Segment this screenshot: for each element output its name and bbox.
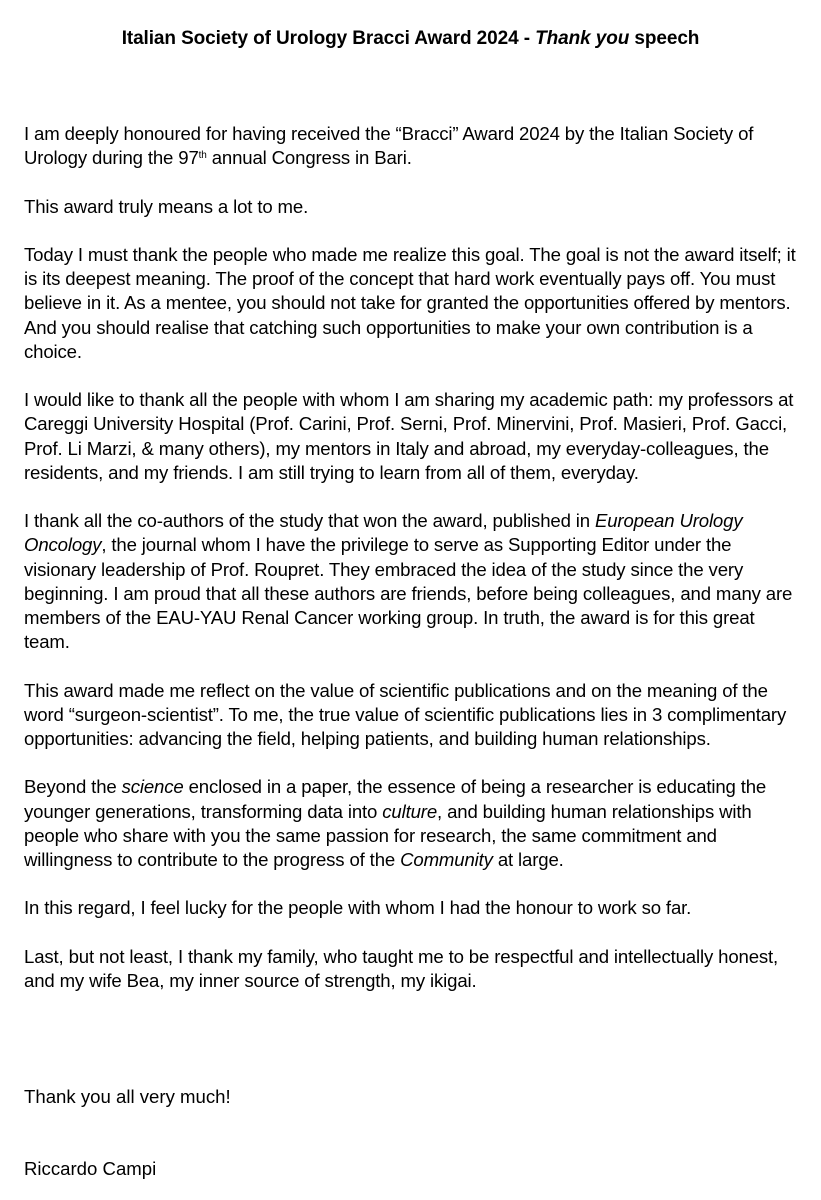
paragraph-9: Last, but not least, I thank my family, who taught me to be respectful and intellectually honest, and my wife Bea, my inner source of strength, my ikigai. — [24, 945, 779, 991]
ordinal-superscript: th — [198, 150, 207, 162]
paragraph-2: This award truly means a lot to me. — [24, 195, 309, 217]
paragraph-4: I would like to thank all the people with whom I am sharing my academic path: my professors at Careggi University Hospital (Prof. Carini, Prof. Serni, Prof. Minervini, Prof. Masieri, Prof. Gacci, Prof. Li Marzi, & many others), my mentors in Italy and abroad, my everyday-colleagues, the residents, and my friends. I am still trying to learn from all of them, everyday. — [24, 389, 794, 483]
italic-science: science — [121, 776, 184, 798]
paragraph-5-text-a: I thank all the co-authors of the study that won the award, published in — [24, 510, 595, 532]
paragraph-7-text-b: enclosed in a paper, the essence of being a researcher is educating the younger generations, transforming data into — [24, 776, 767, 822]
italic-community: Community — [400, 849, 493, 870]
speech-body — [24, 122, 804, 1017]
closing-line: Thank you all very much! — [24, 1086, 231, 1107]
paragraph-7-text-c: , and building human relationships with people who share with you the same passion for research, the same commitment and willingness to contribute to the progress of the — [24, 800, 752, 870]
paragraph-5 — [24, 509, 804, 654]
paragraph-1 — [24, 122, 804, 170]
paragraph-6: This award made me reflect on the value of scientific publications and on the meaning of the word “surgeon-scientist”. To me, the true value of scientific publications lies in 3 complimentary opportunities: advancing the field, helping patients, and building human relationships. — [24, 679, 787, 749]
title-suffix: speech — [629, 28, 700, 49]
paragraph-7-text-a: Beyond the — [24, 776, 122, 798]
paragraph-3: Today I must thank the people who made me realize this goal. The goal is not the award itself; it is its deepest meaning. The proof of the concept that hard work eventually pays off. You must believe in it. As a mentee, you should not take for granted the opportunities offered by mentors. And you should realise that catching such opportunities to make your own contribution is a choice. — [24, 243, 796, 362]
paragraph-5-text-b: , the journal whom I have the privilege to serve as Supporting Editor under the visionary leadership of Prof. Roupret. They embraced the idea of the study since the very beginning. I am proud that all these authors are friends, before being colleagues, and many are members of the EAU-YAU Renal Cancer working group. In truth, the award is for this great team. — [24, 534, 793, 653]
paragraph-7 — [24, 775, 804, 872]
signature-name: Riccardo Campi — [24, 1158, 157, 1179]
paragraph-7-text-d: at large. — [492, 849, 564, 870]
paragraph-8: In this regard, I feel lucky for the people with whom I had the honour to work so far. — [24, 897, 692, 919]
title-main: Italian Society of Urology Bracci Award 2024 - — [121, 28, 536, 49]
paragraph-1-text-a: I am deeply honoured for having received the “Bracci” Award 2024 by the Italian Society of Urology during the 97 — [24, 123, 754, 169]
journal-name: European Urology Oncology — [24, 510, 743, 556]
title-italic: Thank you — [535, 28, 630, 49]
document-title — [0, 27, 821, 51]
italic-culture: culture — [382, 800, 438, 822]
paragraph-1-text-b: annual Congress in Bari. — [206, 147, 412, 169]
